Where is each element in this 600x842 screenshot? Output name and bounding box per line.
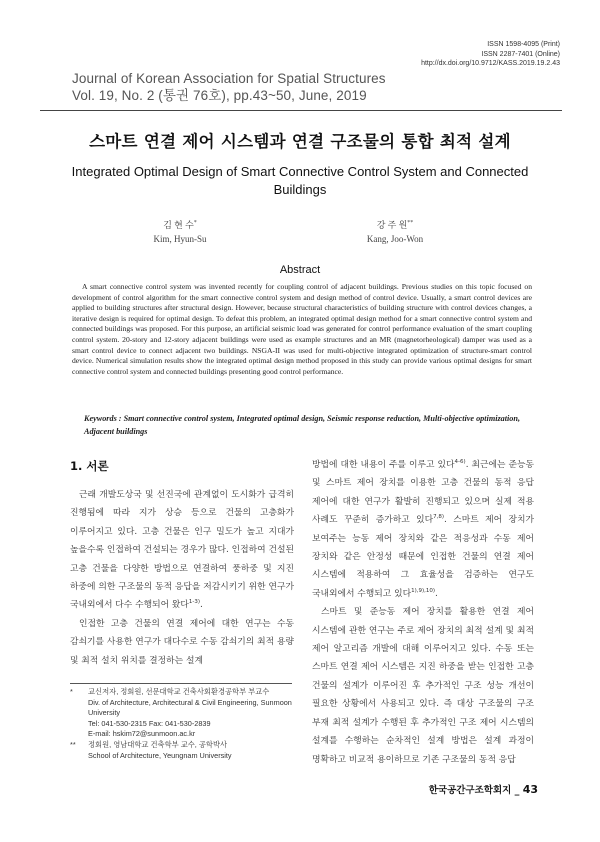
header-divider	[40, 110, 562, 111]
author-1-name-en: Kim, Hyun-Su	[153, 234, 207, 244]
footnotes	[70, 687, 300, 761]
abstract-text: A smart connective control system was invented recently for coupling control of adjacent buildings. Previous studies on this topic focused on development of control algorithm for the smart connective control system and design method of control device. Usually, a smart control devices are applied to building structures after structural design. However, because structural characteristics of building structure with control devices changes, a iterative design is required for optimal design. To defeat this problem, an integrated optimal design method for a smart connective control system and connected buildings was proposed. For this purpose, an artificial seismic load was generated for control performance evaluation of the smart coupling control system. 20-story and 12-story adjacent buildings were used as example structures and an MR (magnetorheological) damper was used as a smart control device to connect adjacent two buildings. NSGA-II was used for multi-objective integrated optimization of structure-smart control device. Numerical simulation results show the integrated optimal design method proposed in this study can provide various optimal designs for smart connective control system and connected buildings presenting good control performance.	[72, 282, 532, 376]
author-2-name-en: Kang, Joo-Won	[366, 234, 424, 244]
footnote-line: 교신저자, 정회원, 선문대학교 건축사회환경공학부 부교수	[88, 687, 270, 696]
author-2-mark: **	[407, 220, 414, 226]
footnote-2-mark: **	[70, 739, 76, 749]
journal-name: Journal of Korean Association for Spatial Structures	[72, 71, 386, 86]
keywords-list: Smart connective control system, Integrated optimal design, Seismic response reduction, Multi-objective optimization, Adjacent buildings	[84, 414, 520, 436]
right-p1-text: 방법에 대한 내용이 주를 이루고 있다	[312, 460, 455, 470]
author-1-mark: *	[193, 220, 197, 226]
abstract-heading: Abstract	[279, 264, 321, 276]
citation: 4-6)	[454, 459, 466, 466]
right-paragraph-1	[312, 456, 534, 603]
page-footer	[429, 782, 538, 796]
citation: 1-3)	[188, 599, 201, 606]
keywords	[84, 413, 534, 438]
right-p1-text: . 스마트 제어 장치가 보여주는 능동 제어 장치와 같은 적응성과 수동 제어 장치와 같은 안정성 때문에 인접한 건물의 연결 제어 시스템에 적용하여 그 효율성을 검증하는 연구도 국내외에서 수행되고 있다	[312, 515, 534, 599]
body-right-column	[312, 456, 534, 769]
footnote-divider	[70, 683, 292, 684]
right-p1-end: .	[435, 588, 438, 599]
left-paragraph-1	[70, 486, 294, 615]
footnote-line: School of Architecture, Yeungnam University	[88, 750, 232, 760]
footnote-1-mark: *	[70, 687, 73, 696]
footnote-1	[70, 687, 300, 740]
footnote-line: 정회원, 영남대학교 건축학부 교수, 공학박사	[88, 739, 228, 749]
english-title: Integrated Optimal Design of Smart Connective Control System and Connected Buildings	[71, 164, 529, 197]
footer-journal: 한국공간구조학회지 _	[428, 785, 520, 796]
footnote-email[interactable]: E-mail: hskim72@sunmoon.ac.kr	[88, 729, 196, 739]
citation: 7,8)	[433, 514, 445, 521]
left-paragraph-2: 인접한 고층 건물의 연결 제어에 대한 연구는 수동 감쇠기를 사용한 연구가 대다수로 수동 감쇠기의 최적 용량 및 최적 설치 위치를 결정하는 설계	[70, 618, 294, 666]
doi-link[interactable]: http://dx.doi.org/10.9712/KASS.2019.19.2.43	[421, 60, 560, 67]
issn-online: ISSN 2287-7401 (Online)	[481, 50, 560, 58]
author-1	[105, 216, 255, 246]
section-heading: 1. 서론	[70, 459, 109, 473]
korean-title: 스마트 연결 제어 시스템과 연결 구조물의 통합 최적 설계	[89, 132, 511, 151]
author-2-name-ko: 강 주 원	[376, 220, 408, 230]
footnote-line: Tel: 041-530-2315 Fax: 041-530-2839	[88, 718, 211, 728]
journal-info	[72, 70, 386, 104]
body-left-column	[70, 486, 294, 670]
right-p1-text: . 최근에는 준능동 및 스마트 제어 장치를 이용한 고층 건물의 동적 응답 제어에 대한 연구가 활발히 진행되고 있으며 실제 적용 사례도 꾸준히 증가하고 있다	[312, 460, 534, 526]
keywords-label: Keywords :	[84, 414, 122, 423]
footnote-line: Div. of Architecture, Architectural & Civil Engineering, Sunmoon University	[88, 697, 292, 718]
page-number: 43	[522, 783, 538, 796]
left-p1-text: 근래 개발도상국 및 선진국에 관계없이 도시화가 급격히 진행됨에 따라 지가 상승 등으로 건물의 고층화가 이루어지고 있다. 고층 건물은 인구 밀도가 높고 지대가 높을수록 인접하여 건설되는 경우가 많다. 인접하여 건설된 고층 건물을 다양한 방법으로 연결하여 풍하중 및 지진 하중에 의한 구조물의 동적 응답을 저감시키기 위한 연구가 국내외에서 다수 수행되어 왔다	[70, 490, 294, 611]
footnote-2	[70, 740, 300, 761]
volume-info: Vol. 19, No. 2 (통권 76호), pp.43~50, June, 2019	[72, 88, 367, 103]
right-paragraph-2: 스마트 및 준능동 제어 장치를 활용한 연결 제어 시스템에 관한 연구는 주로 제어 장치의 최적 설계 및 최적 제어 알고리즘 개발에 대해 이루어지고 있다. 수동 또는 스마트 연결 제어 시스템은 지진 하중을 받는 인접한 고층 건물의 설계가 이루어진 후 추가적인 구조 성능 개선이 필요한 상황에서 사용되고 있다. 즉 대상 구조물의 구조 부재 최적 설계가 수행된 후 추가적인 구조 제어 시스템의 설계를 수행하는 순차적인 설계 방법은 설계 과정이 명확하고 비교적 용이하므로 기존 구조물의 동적 응답	[312, 607, 534, 765]
left-p1-end: .	[200, 600, 203, 611]
issn-block	[421, 40, 560, 69]
author-2	[320, 216, 470, 246]
author-1-name-ko: 김 현 수	[163, 220, 194, 230]
citation: 1),9),10)	[411, 587, 436, 594]
issn-print: ISSN 1598-4095 (Print)	[487, 41, 560, 48]
